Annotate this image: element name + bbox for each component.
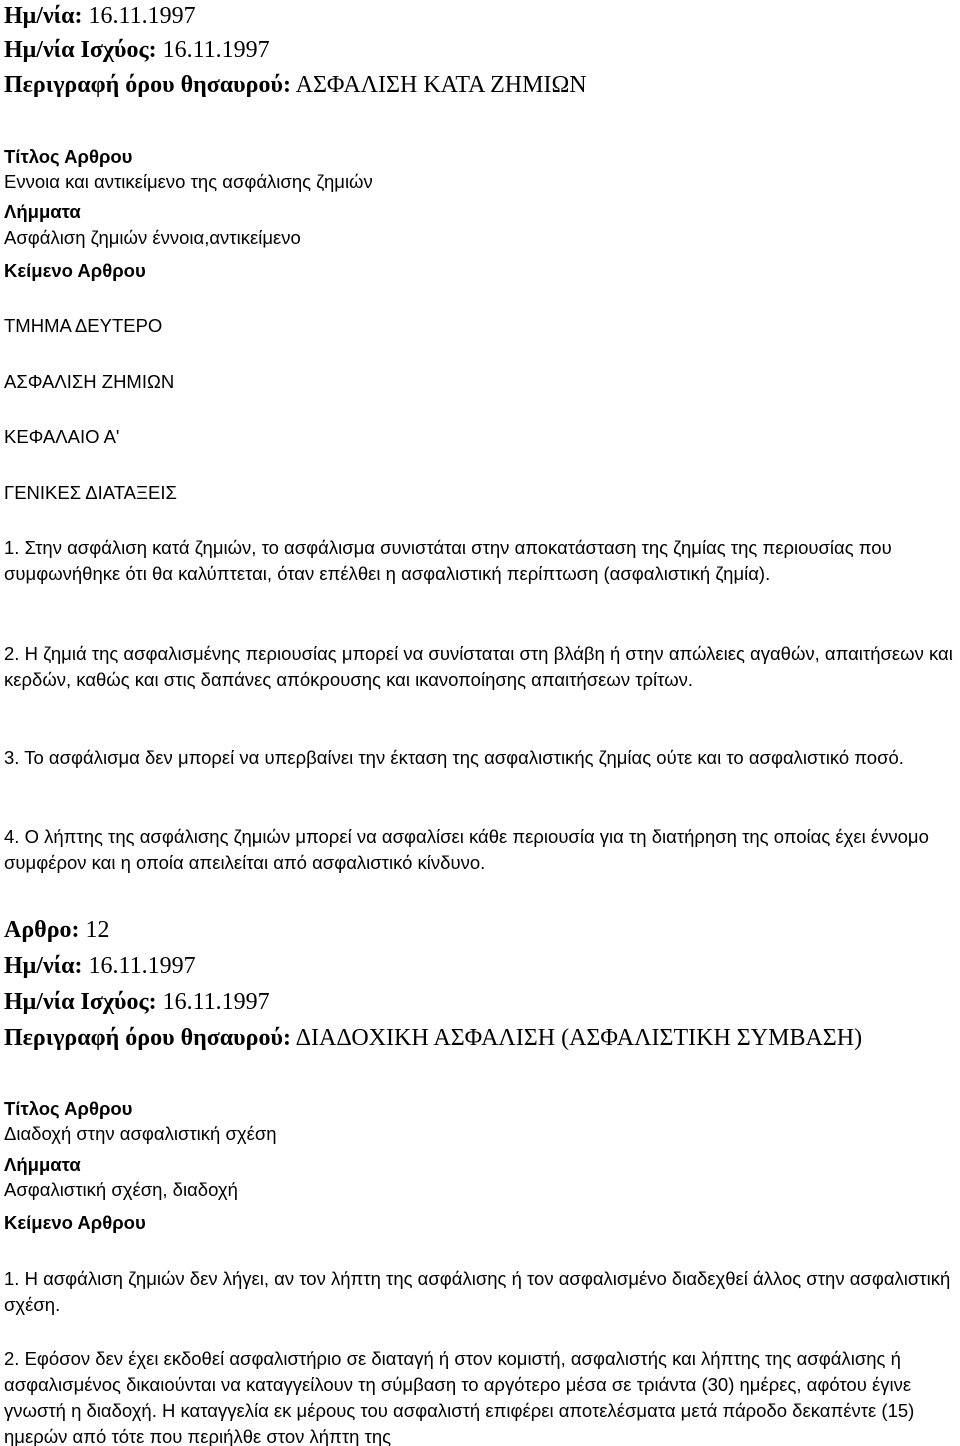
article-12-paragraph: 1. Η ασφάλιση ζημιών δεν λήγει, αν τον λήπτη της ασφάλισης ή τον ασφαλισμένο διαδεχθεί άλλος στην ασφαλιστική σχέση. [4, 1268, 951, 1315]
chapter-heading: ΚΕΦΑΛΑΙΟ Α' [4, 426, 120, 447]
section-heading: ΑΣΦΑΛΙΣΗ ΖΗΜΙΩΝ [4, 371, 175, 392]
article-12-number [4, 916, 110, 944]
article-11-thesaurus-term [4, 71, 587, 99]
article-11-paragraph: 2. Η ζημιά της ασφαλισμένης περιουσίας μπορεί να συνίσταται στη βλάβη ή στην απώλειες αγαθών, απαιτήσεων και κερδών, καθώς και στις δαπάνες απόκρουσης και ικανοποίησης απαιτήσεων τρίτων. [4, 643, 953, 690]
date-value: 16.11.1997 [88, 3, 196, 29]
effective-date-label: Ημ/νία Ισχύος: [4, 37, 157, 63]
article-12-paragraph: 2. Εφόσον δεν έχει εκδοθεί ασφαλιστήριο σε διαταγή ή στον κομιστή, ασφαλιστής και λήπτης της ασφάλισης ή ασφαλισμένος δικαιούνται να καταγγείλουν τη σύμβαση το αργότερο μέσα σε τριάντα (30) ημέρες, αφότου έγινε γνωστή η διαδοχή. Η καταγγελία εκ μέρους του ασφαλιστή επιφέρει αποτελέσματα μετά πάροδο δεκαπέντε (15) ημερών από τότε που περιήλθε στον λήπτη της [4, 1348, 915, 1446]
thesaurus-label: Περιγραφή όρου θησαυρού: [4, 1025, 291, 1051]
effective-date-value: 16.11.1997 [162, 989, 270, 1015]
article-11-paragraph: 1. Στην ασφάλιση κατά ζημιών, το ασφάλισμα συνιστάται στην αποκατάσταση της ζημίας της περιουσίας που συμφωνήθηκε ότι θα καλύπτεται, όταν επέλθει η ασφαλιστική περίπτωση (ασφαλιστική ζημία). [4, 537, 892, 584]
article-number: 12 [85, 917, 110, 943]
article-12-title-label: Τίτλος Αρθρου [4, 1098, 133, 1119]
article-12-title-value: Διαδοχή στην ασφαλιστική σχέση [4, 1123, 277, 1144]
article-11-date [4, 2, 196, 30]
section-heading: ΤΜΗΜΑ ΔΕΥΤΕΡΟ [4, 315, 163, 336]
article-11-paragraph: 4. Ο λήπτης της ασφάλισης ζημιών μπορεί να ασφαλίσει κάθε περιουσία για τη διατήρηση της οποίας έχει έννομο συμφέρον και η οποία απειλείται από ασφαλιστικό κίνδυνο. [4, 826, 929, 873]
thesaurus-label: Περιγραφή όρου θησαυρού: [4, 72, 291, 98]
article-11-title-label: Τίτλος Αρθρου [4, 146, 133, 167]
date-label: Ημ/νία: [4, 3, 83, 29]
article-12-text-label: Κείμενο Αρθρου [4, 1212, 146, 1233]
article-11-paragraph: 3. Το ασφάλισμα δεν μπορεί να υπερβαίνει την έκταση της ασφαλιστικής ζημίας ούτε και το ασφαλιστικό ποσό. [4, 747, 904, 768]
article-12-keywords-label: Λήμματα [4, 1154, 81, 1175]
chapter-heading: ΓΕΝΙΚΕΣ ΔΙΑΤΑΞΕΙΣ [4, 482, 177, 503]
thesaurus-value: ΑΣΦΑΛΙΣΗ ΚΑΤΑ ΖΗΜΙΩΝ [295, 72, 587, 98]
article-11-keywords-label: Λήμματα [4, 201, 81, 222]
date-label: Ημ/νία: [4, 953, 83, 979]
article-12-thesaurus-term [4, 1024, 862, 1052]
effective-date-value: 16.11.1997 [162, 37, 270, 63]
article-11-keywords-value: Ασφάλιση ζημιών έννοια,αντικείμενο [4, 227, 301, 248]
article-11-text-label: Κείμενο Αρθρου [4, 260, 146, 281]
date-value: 16.11.1997 [88, 953, 196, 979]
article-12-date [4, 952, 196, 980]
article-label: Αρθρο: [4, 917, 80, 943]
thesaurus-value: ΔΙΑΔΟΧΙΚΗ ΑΣΦΑΛΙΣΗ (ΑΣΦΑΛΙΣΤΙΚΗ ΣΥΜΒΑΣΗ) [295, 1025, 863, 1051]
article-11-effective-date [4, 36, 270, 64]
article-12-keywords-value: Ασφαλιστική σχέση, διαδοχή [4, 1179, 238, 1200]
article-11-title-value: Εννοια και αντικείμενο της ασφάλισης ζημιών [4, 171, 373, 192]
effective-date-label: Ημ/νία Ισχύος: [4, 989, 157, 1015]
article-12-effective-date [4, 988, 270, 1016]
